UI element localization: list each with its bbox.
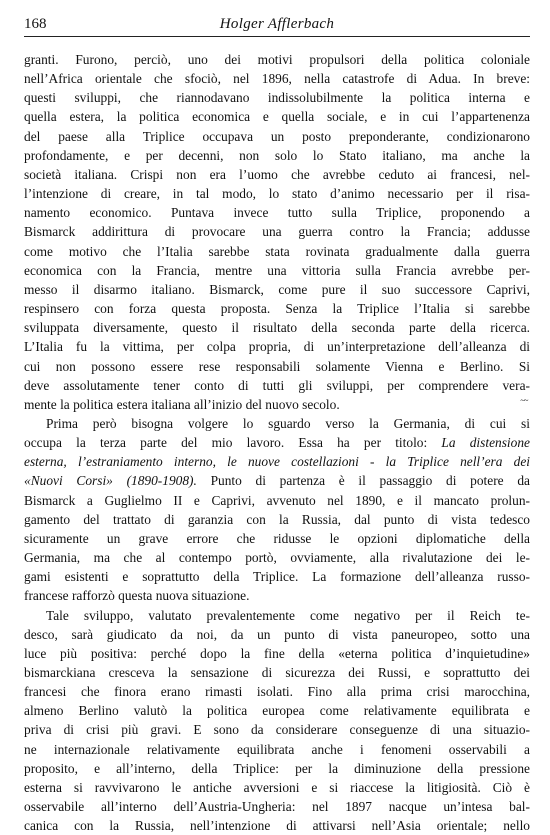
running-head-author: Holger Afflerbach xyxy=(219,16,335,32)
text-line: sicuramente un grave errore che ridusse le opzioni diplomatiche della xyxy=(24,530,530,546)
text-line: Prima però bisogna volgere lo sguardo verso la Germania, di cui si xyxy=(46,415,530,431)
text-line: respinsero con forza questa proposta. Senza la Triplice l’Italia si sarebbe xyxy=(24,301,530,317)
book-part-title: «Nuovi Corsi» (1890-1908). xyxy=(24,473,197,489)
text-line: questi sviluppi, che riannodavano indissolubilmente la politica interna e xyxy=(24,90,530,106)
text-line: osservabile all’interno dell’Austria-Ungheria: nel 1897 nacque un’intesa bal- xyxy=(24,799,530,815)
text-line: priva di crisi più gravi. E sono da considerare conseguenze di una situazio- xyxy=(24,722,530,738)
text-line: Bismarck addirittura di provocare una guerra contro la Francia; addusse xyxy=(24,224,530,240)
text-line: economica con la Francia, mentre una vittoria sulla Francia avrebbe per- xyxy=(24,262,530,278)
page-header xyxy=(24,14,530,36)
text-line: Tale sviluppo, valutato prevalentemente come negativo per il Reich te- xyxy=(46,607,530,623)
page-number: 168 xyxy=(24,16,47,32)
paragraph-1 xyxy=(24,50,530,414)
body-text xyxy=(24,50,530,835)
text-line: luce più positiva: perché dopo la fine della «eterna politica d’inquietudine» xyxy=(24,645,530,661)
text-line xyxy=(24,433,530,452)
book-part-title: La distensione xyxy=(441,435,530,451)
text-line: gamento del trattato di garanzia con la Russia, dal punto di vista tedesco xyxy=(24,511,530,527)
text-line: Germania, ma che al contempo portò, ovviamente, alla rivalutazione dei le- xyxy=(24,550,530,566)
text-line: almeno Berlino valutò la politica europea come relativamente equilibrata e xyxy=(24,703,530,719)
text-line: messo il disarmo italiano. Bismarck, come pure il suo successore Caprivi, xyxy=(24,281,530,297)
text-line xyxy=(24,471,530,490)
text-line: sviluppata diversamente, questo il risultato della seconda parte della ricerca. xyxy=(24,320,530,336)
text-line: mente la politica estera italiana all’inizio del nuovo secolo. xyxy=(24,396,340,412)
text-line: Bismarck a Guglielmo II e Caprivi, avvenuto nel 1890, e il mancato prolun- xyxy=(24,492,530,508)
text-line: nell’Africa orientale che sfociò, nel 1896, nella catastrofe di Adua. In breve: xyxy=(24,71,530,87)
text-line: ne internazionale relativamente equilibrata anche i fenomeni osservabili a xyxy=(24,741,530,757)
text-line: cui non possono essere rese responsabili solamente Vienna e Berlino. Si xyxy=(24,358,530,374)
text-line: bismarckiana cresceva la sensazione di sicurezza dei Russi, e soprattutto dei xyxy=(24,665,530,680)
text-line: come motivo che l’Italia sarebbe stata rovinata gradualmente dalla guerra xyxy=(24,243,530,259)
text-line: deve assolutamente tener conto di tutti gli sviluppi, per comprendere vera- xyxy=(24,377,530,393)
book-part-title-line: esterna, l’estraniamento interno, le nuove costellazioni - la Triplice nell’era dei xyxy=(24,454,530,470)
header-rule xyxy=(24,36,530,37)
marginal-mark: ~~ xyxy=(520,395,528,405)
text-line: gami esistenti e soprattutto della Triplice. La formazione dell’alleanza russo- xyxy=(24,569,530,585)
text-line: canica con la Russia, nell’intenzione di attivarsi nell’Asia orientale; nello xyxy=(24,818,530,834)
book-page xyxy=(24,14,530,834)
text-line: quella estera, la politica economica e quella sociale, e in cui l’appartenenza xyxy=(24,109,530,125)
text-line: società italiana. Crispi non era l’uomo che avrebbe ceduto ai francesi, nel- xyxy=(24,166,530,182)
text-line: L’Italia fu la vittima, per colpa propria, di un’interpretazione dell’alleanza di xyxy=(24,339,530,355)
text-segment: occupa la terza parte del mio lavoro. Essa ha per titolo: xyxy=(24,435,428,451)
paragraph-3 xyxy=(24,606,530,835)
text-line: granti. Furono, perciò, uno dei motivi propulsori della politica coloniale xyxy=(24,52,530,67)
text-line: esterna si ravvivarono le antiche avversioni e si riaccese la litigiosità. Ciò è xyxy=(24,779,530,795)
text-line: francese rafforzò questa nuova situazione. xyxy=(24,588,250,604)
text-line: proposito, e all’interno, della Triplice: per la diminuzione della pressione xyxy=(24,760,530,776)
text-line: desco, sarà giudicato da noi, da un punto di vista paneuropeo, sotto una xyxy=(24,626,530,642)
paragraph-2 xyxy=(24,414,530,606)
text-line: profondamente, e per decenni, non solo lo Stato italiano, ma anche la xyxy=(24,147,530,163)
text-line: del paese alla Triplice occupava un posto preponderante, condizionarono xyxy=(24,128,530,144)
text-segment: Punto di partenza è il passaggio di potere da xyxy=(210,473,530,489)
text-line: francesi che finora erano rimasti isolati. Fino alla prima crisi marocchina, xyxy=(24,684,530,700)
text-line: namento economico. Puntava invece tutto sulla Triplice, proponendo a xyxy=(24,205,530,221)
text-line: l’intenzione di creare, in tal modo, lo stato d’animo necessario per il risa- xyxy=(24,186,530,202)
